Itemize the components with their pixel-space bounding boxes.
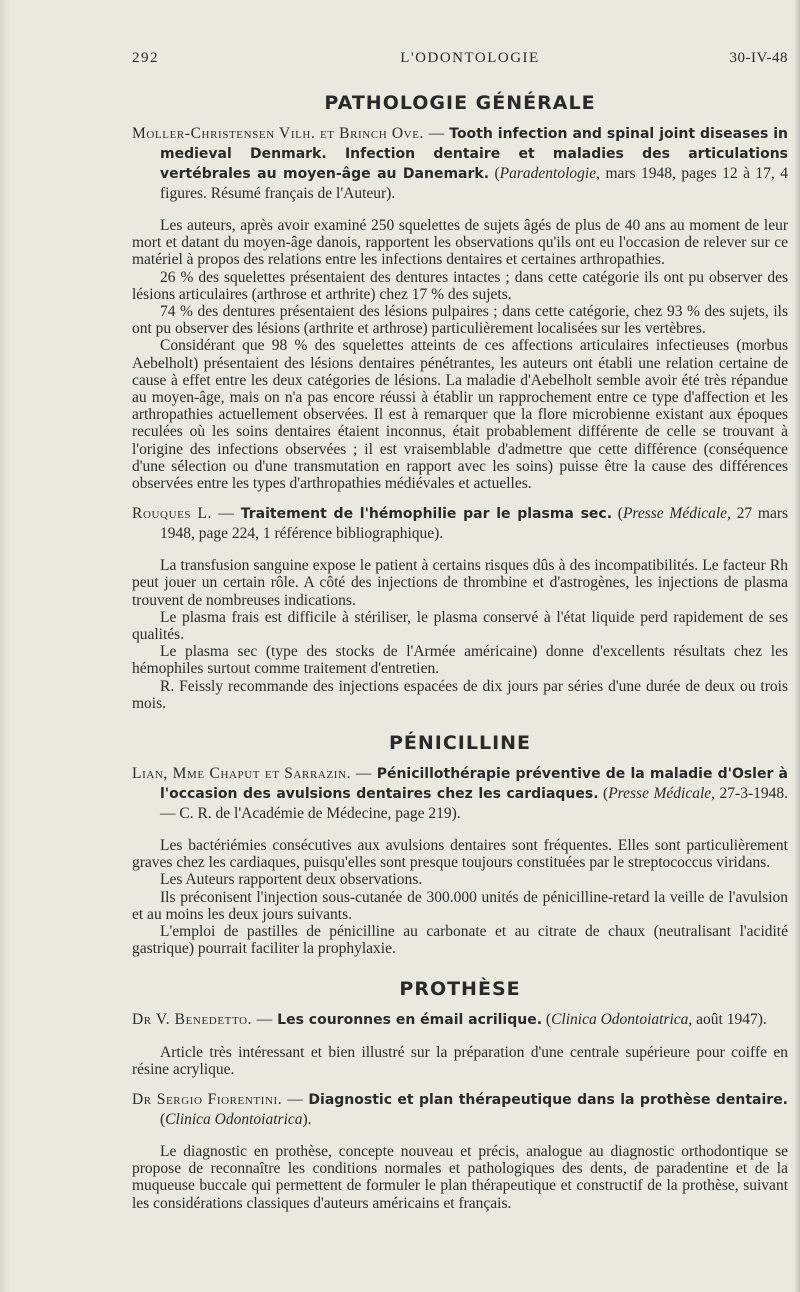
bibliographic-entry bbox=[132, 1090, 788, 1212]
entry-source: Presse Médicale, bbox=[622, 505, 731, 523]
summary-paragraph: 26 % des squelettes présentaient des dentures intactes ; dans cette catégorie ils ont pu observer des lésions articulaires (arthrose et arthrite) chez 17 % des sujets. bbox=[132, 268, 788, 303]
bibliographic-entry bbox=[132, 1010, 788, 1078]
entry-reference bbox=[132, 764, 788, 823]
source-open: ( bbox=[160, 1110, 166, 1128]
entry-summary bbox=[132, 837, 788, 957]
summary-paragraph: Les auteurs, après avoir examiné 250 squelettes de sujets âgés de plus de 40 ans au moment de leur mort et datant du moyen-âge danois, rapportent les observations qu'ils ont eu l'occasion de relever sur ce matériel à propos des relations entre les infections dentaires et certaines arthropathies. bbox=[132, 217, 788, 269]
entry-authors: Moller-Christensen Vilh. et Brinch Ove. — bbox=[132, 125, 450, 142]
scan-shadow-left bbox=[0, 0, 10, 1292]
section-title: PÉNICILLINE bbox=[388, 732, 532, 755]
source-details: ). bbox=[302, 1110, 312, 1128]
summary-paragraph: Le diagnostic en prothèse, concepte nouveau et précis, analogue au diagnostic orthodontique se propose de reconnaître les conditions normales et pathologiques des dents, de paradentine et de la muqueuse buccale qui permettent de formuler le plan thérapeutique et constructif de la prothèse, suivant les considérations classiques d'auteurs américains et français. bbox=[132, 1142, 788, 1212]
entry-summary bbox=[132, 1143, 788, 1212]
entry-source: Presse Médicale, bbox=[608, 785, 716, 803]
source-open: ( bbox=[489, 165, 500, 182]
entry-title: Les couronnes en émail acrilique. bbox=[277, 1011, 543, 1028]
entry-reference bbox=[132, 124, 788, 203]
journal-title: L'ODONTOLOGIE bbox=[400, 50, 540, 66]
source-details: mars 1948, pages 12 à 17, 4 figures. Résumé français de l'Auteur). bbox=[160, 165, 788, 202]
summary-paragraph: 74 % des dentures présentaient des lésions pulpaires ; dans cette catégorie, chez 93 % des sujets, ils ont pu observer des lésions (arthrite et arthrose) particulièrement localisées sur les vertèbres. bbox=[132, 303, 788, 338]
summary-paragraph: Ils préconisent l'injection sous-cutanée de 300.000 unités de pénicilline-retard la veille de l'avulsion et au moins les deux jours suivants. bbox=[132, 888, 788, 923]
entry-reference bbox=[132, 1010, 788, 1030]
source-open: ( bbox=[612, 505, 623, 523]
entry-reference bbox=[132, 504, 788, 543]
entry-reference bbox=[132, 1090, 788, 1129]
entry-authors: Rouques L. — bbox=[132, 505, 241, 523]
section-title: PROTHÈSE bbox=[399, 977, 521, 1000]
source-details: 27 mars 1948, page 224, 1 référence bibliographique). bbox=[160, 505, 789, 543]
issue-date: 30-IV-48 bbox=[729, 50, 788, 66]
entry-summary bbox=[132, 217, 788, 492]
summary-paragraph: R. Feissly recommande des injections espacées de dix jours par séries d'une durée de deux ou trois mois. bbox=[132, 677, 788, 712]
entry-title: Pénicillothérapie préventive de la maladie d'Osler à l'occasion des avulsions dentaires chez les cardiaques. bbox=[160, 766, 788, 803]
entry-title: Traitement de l'hémophilie par le plasma sec. bbox=[240, 506, 613, 523]
page-number: 292 bbox=[132, 50, 159, 66]
entry-source: Clinica Odontoiatrica bbox=[165, 1110, 303, 1128]
source-open: ( bbox=[598, 785, 609, 803]
summary-paragraph: Le plasma sec (type des stocks de l'Armée américaine) donne d'excellents résultats chez les hémophiles surtout comme traitement d'entretien. bbox=[132, 643, 788, 678]
entry-source: Paradentologie, bbox=[499, 165, 600, 182]
summary-paragraph: Les Auteurs rapportent deux observations. bbox=[160, 871, 423, 889]
summary-paragraph: Article très intéressant et bien illustré sur la préparation d'une centrale supérieure pour coiffe en résine acrylique. bbox=[132, 1043, 788, 1078]
summary-paragraph: La transfusion sanguine expose le patient à certains risques dûs à des incompatibilités. Le facteur Rh peut jouer un certain rôle. A côté des injections de thrombine et d'astrogènes, les injections de plasma trouvent de nombreuses indications. bbox=[132, 557, 788, 609]
summary-paragraph: Les bactériémies consécutives aux avulsions dentaires sont fréquentes. Elles sont particulièrement graves chez les cardiaques, puisqu'elles sont presque toujours constituées par le streptococcus viridans. bbox=[132, 837, 788, 872]
summary-paragraph: L'emploi de pastilles de pénicilline au carbonate et au citrate de chaux (neutralisant l'acidité gastrique) pourrait faciliter la prophylaxie. bbox=[132, 923, 788, 958]
bibliographic-entry bbox=[132, 124, 788, 492]
entry-summary bbox=[132, 1044, 788, 1078]
scan-shadow-right bbox=[794, 0, 800, 1292]
article-content bbox=[132, 92, 788, 1212]
entry-summary bbox=[132, 557, 788, 712]
entry-title: Tooth infection and spinal joint diseases in medieval Denmark. Infection dentaire et maladies des articulations vertébrales au moyen-âge au Danemark. bbox=[160, 126, 788, 182]
source-open: ( bbox=[542, 1010, 552, 1028]
bibliographic-entry bbox=[132, 764, 788, 957]
entry-authors: Dr Sergio Fiorentini. — bbox=[132, 1090, 309, 1108]
bibliographic-entry bbox=[132, 504, 788, 712]
source-details: août 1947). bbox=[692, 1010, 767, 1028]
entry-title: Diagnostic et plan thérapeutique dans la prothèse dentaire. bbox=[308, 1091, 789, 1108]
source-details: 27-3-1948. — C. R. de l'Académie de Médecine, page 219). bbox=[160, 785, 788, 823]
summary-paragraph: Le plasma frais est difficile à stériliser, le plasma conservé à l'état liquide perd rapidement de ses qualités. bbox=[132, 608, 788, 644]
summary-paragraph: Considérant que 98 % des squelettes atteints de ces affections articulaires infectieuses (morbus Aebelholt) présentaient des lésions dentaires pénétrantes, les auteurs ont établi une relation certaine de cause à effet entre les deux catégories de lésions. La maladie d'Aebelholt semble avoir été très répandue au moyen-âge, mais on n'a pas encore réussi à établir un rapprochement entre ce type d'affection et les arthropathies actuellement observées. Il est à remarquer que la flore microbienne existant aux époques reculées où les soins dentaires étaient inconnus, était probablement différente de celle se trouvant à l'origine des infections observées ; il est vraisemblable d'admettre que cette différence (conséquence d'une sélection ou d'une transmutation en rapport avec les soins) puisse être la cause des différences observées entre les types d'arthropathies médiévales et actuelles. bbox=[132, 337, 788, 493]
entry-authors: Dr V. Benedetto. — bbox=[132, 1010, 278, 1028]
entry-authors: Lian, Mme Chaput et Sarrazin. — bbox=[132, 765, 377, 783]
entry-source: Clinica Odontoiatrica, bbox=[551, 1010, 693, 1028]
section-title: PATHOLOGIE GÉNÉRALE bbox=[324, 92, 596, 114]
running-header bbox=[132, 44, 788, 72]
